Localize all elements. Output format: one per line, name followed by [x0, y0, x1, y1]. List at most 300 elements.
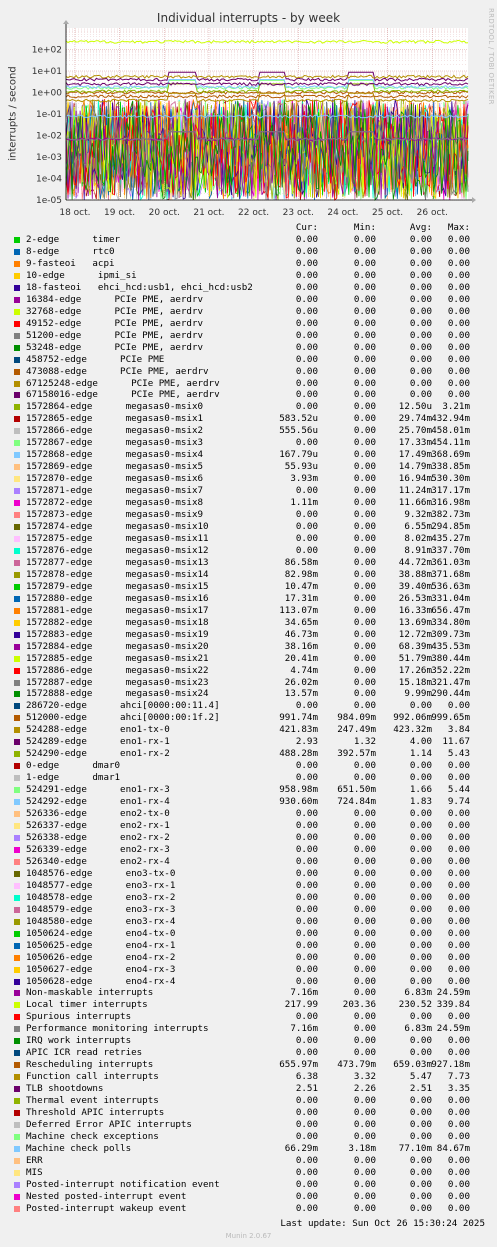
legend-avg-value: 0.00: [409, 808, 432, 820]
legend-label: Threshold APIC interrupts: [26, 1107, 165, 1119]
legend-max-value: 84.67m: [436, 1142, 470, 1154]
legend-row: [0, 509, 497, 521]
legend-avg-value: 11.66m: [398, 497, 432, 509]
legend-swatch: [14, 536, 20, 542]
legend-cur-value: 0.00: [295, 1095, 318, 1107]
legend-cur-value: 55.93u: [284, 461, 318, 473]
legend-label: 1-edge dmar1: [26, 772, 121, 784]
legend-swatch: [14, 967, 20, 973]
legend-row: [0, 856, 497, 868]
legend-min-value: 0.00: [353, 1178, 376, 1190]
legend-label: 1572866-edge megasas0-msix2: [26, 425, 204, 437]
chart-title: Individual interrupts - by week: [156, 11, 341, 25]
legend-swatch: [14, 381, 20, 387]
legend-min-value: 0.00: [353, 760, 376, 772]
legend-min-value: 0.00: [353, 317, 376, 329]
legend-row: [0, 389, 497, 401]
legend-min-value: 0.00: [353, 281, 376, 293]
legend-cur-value: 0.00: [295, 1166, 318, 1178]
legend-row: [0, 724, 497, 736]
legend-min-value: 0.00: [353, 509, 376, 521]
legend-avg-value: 0.00: [409, 1119, 432, 1131]
legend-cur-value: 0.00: [295, 485, 318, 497]
legend-label: 458752-edge PCIe PME: [26, 353, 165, 365]
legend-swatch: [14, 775, 20, 781]
legend-cur-value: 0.00: [295, 533, 318, 544]
legend-max-value: 5.44: [447, 784, 470, 796]
legend-row: [0, 1071, 497, 1083]
legend-max-value: 0.00: [447, 341, 470, 353]
legend-max-value: 0.00: [447, 963, 470, 975]
rrdtool-credit: RRDTOOL / TOBI OETIKER: [487, 8, 495, 105]
legend-min-value: 0.00: [353, 269, 376, 281]
legend-min-value: 0.00: [353, 329, 376, 341]
legend-swatch: [14, 943, 20, 949]
legend-swatch: [14, 1110, 20, 1116]
legend-label: 1572883-edge megasas0-msix19: [26, 628, 209, 640]
legend-max-value: 0.00: [447, 1190, 470, 1202]
legend-min-value: 473.79m: [337, 1059, 376, 1071]
legend-min-value: 0.00: [353, 903, 376, 915]
legend-min-value: 0.00: [353, 425, 376, 437]
legend-max-value: 0.00: [447, 975, 470, 987]
legend-label: Posted-interrupt notification event: [26, 1178, 220, 1190]
y-tick-label: 1e+01: [31, 67, 62, 77]
legend-min-value: 0.00: [353, 1107, 376, 1119]
legend-swatch: [14, 440, 20, 446]
legend-cur-value: 0.00: [295, 1035, 318, 1047]
legend-min-value: 0.00: [353, 772, 376, 784]
legend-row: [0, 760, 497, 772]
legend-row: [0, 1167, 497, 1179]
legend-min-value: 651.50m: [337, 784, 376, 796]
legend-swatch: [14, 847, 20, 853]
legend-row: [0, 330, 497, 342]
legend-max-value: 5.43: [447, 748, 470, 760]
legend-min-value: 0.00: [353, 461, 376, 473]
legend-min-value: 0.00: [353, 1011, 376, 1023]
legend-max-value: 458.01m: [431, 425, 470, 437]
legend-label: 1572888-edge megasas0-msix24: [26, 688, 209, 700]
legend-swatch: [14, 237, 20, 243]
legend-min-value: 0.00: [353, 234, 376, 245]
legend-avg-value: 38.88m: [398, 568, 432, 580]
legend-swatch: [14, 931, 20, 937]
legend-max-value: 0.00: [447, 389, 470, 401]
legend-min-value: 984.09m: [337, 712, 376, 724]
x-tick-label: 26 oct.: [416, 208, 448, 218]
legend-cur-value: 655.97m: [279, 1059, 318, 1071]
legend-row: [0, 1047, 497, 1059]
legend-cur-value: 0.00: [295, 365, 318, 377]
legend-min-value: 0.00: [353, 305, 376, 317]
legend-max-value: 454.11m: [431, 437, 470, 449]
legend-max-value: 435.27m: [431, 533, 470, 544]
legend-cur-value: 0.00: [295, 509, 318, 521]
legend-swatch: [14, 500, 20, 506]
legend-avg-value: 0.00: [409, 891, 432, 903]
legend-swatch: [14, 584, 20, 590]
legend-swatch: [14, 345, 20, 351]
legend-row: [0, 234, 497, 246]
legend-label: MIS: [26, 1166, 43, 1178]
legend-min-value: 0.00: [353, 257, 376, 269]
legend-row: [0, 437, 497, 449]
legend-label: 526339-edge eno2-rx-3: [26, 843, 170, 855]
legend-swatch: [14, 608, 20, 614]
legend-swatch: [14, 416, 20, 422]
legend-max-value: 24.59m: [436, 1023, 470, 1035]
legend-row: [0, 700, 497, 712]
legend-swatch: [14, 297, 20, 303]
legend-avg-value: 9.99m: [404, 688, 432, 700]
legend-cur-value: 0.00: [295, 975, 318, 987]
legend-max-value: 0.00: [447, 772, 470, 784]
legend-swatch: [14, 1206, 20, 1212]
legend-label: 1050627-edge eno4-rx-3: [26, 963, 176, 975]
legend-avg-value: 6.83m: [404, 1023, 432, 1035]
legend-avg-value: 0.00: [409, 317, 432, 329]
legend-swatch: [14, 1170, 20, 1176]
legend-cur-value: 0.00: [295, 903, 318, 915]
legend-max-value: 0.00: [447, 293, 470, 305]
legend-avg-value: 0.00: [409, 1107, 432, 1119]
legend-row: [0, 952, 497, 964]
legend-cur-value: 0.00: [295, 808, 318, 820]
legend-label: Performance monitoring interrupts: [26, 1023, 209, 1035]
legend-avg-value: 1.83: [409, 796, 432, 808]
legend-max-value: 0.00: [447, 951, 470, 963]
legend-avg-value: 0.00: [409, 365, 432, 377]
legend-min-value: 0.00: [353, 628, 376, 640]
legend-max-value: 338.85m: [431, 461, 470, 473]
legend-cur-value: 0.00: [295, 939, 318, 951]
legend-cur-value: 0.00: [295, 963, 318, 975]
legend-max-value: 11.67: [442, 736, 470, 748]
legend-max-value: 435.53m: [431, 640, 470, 652]
x-tick-label: 23 oct.: [282, 208, 314, 218]
legend-avg-value: 13.69m: [398, 616, 432, 628]
legend-swatch: [14, 895, 20, 901]
legend-swatch: [14, 620, 20, 626]
y-axis-label: interrupts / second: [7, 66, 19, 161]
legend-row: [0, 653, 497, 665]
legend-row: [0, 342, 497, 354]
legend-avg-value: 0.00: [409, 879, 432, 891]
legend-swatch: [14, 990, 20, 996]
munin-version: Munin 2.0.67: [225, 1232, 272, 1240]
legend-swatch: [14, 392, 20, 398]
legend-min-value: 0.00: [353, 664, 376, 676]
legend-row: [0, 928, 497, 940]
legend-label: 1572873-edge megasas0-msix9: [26, 509, 204, 521]
legend-avg-value: 29.74m: [398, 413, 432, 425]
legend-avg-value: 4.00: [409, 736, 432, 748]
legend-label: Function call interrupts: [26, 1071, 159, 1083]
legend-row: [0, 413, 497, 425]
legend-cur-value: 0.00: [295, 1119, 318, 1131]
legend-row: [0, 306, 497, 318]
legend-label: 1572879-edge megasas0-msix15: [26, 580, 209, 592]
legend-label: 18-fasteoi ehci_hcd:usb1, ehci_hcd:usb2: [26, 281, 253, 293]
legend-label: 1572864-edge megasas0-msix0: [26, 401, 204, 413]
legend-row: [0, 1119, 497, 1131]
legend-min-value: 0.00: [353, 365, 376, 377]
legend-cur-value: 0.00: [295, 1131, 318, 1142]
legend-avg-value: 0.00: [409, 855, 432, 867]
legend-avg-value: 2.51: [409, 1083, 432, 1095]
legend-row: [0, 880, 497, 892]
legend-swatch: [14, 703, 20, 709]
legend-min-value: 203.36: [342, 999, 376, 1011]
legend-max-value: 334.80m: [431, 616, 470, 628]
legend-min-value: 1.32: [353, 736, 376, 748]
legend-max-value: 9.74: [447, 796, 470, 808]
legend-label: 524291-edge eno1-rx-3: [26, 784, 170, 796]
legend-row: [0, 294, 497, 306]
legend-cur-value: 0.00: [295, 1154, 318, 1166]
legend-max-value: 0.00: [447, 1119, 470, 1131]
legend-swatch: [14, 871, 20, 877]
legend-cur-value: 0.00: [295, 760, 318, 772]
legend-swatch: [14, 644, 20, 650]
legend-min-value: 0.00: [353, 987, 376, 999]
legend-max-value: 0.00: [447, 760, 470, 772]
y-tick-label: 1e+00: [31, 88, 62, 99]
legend-swatch: [14, 1014, 20, 1020]
legend-min-value: 0.00: [353, 867, 376, 879]
legend-swatch: [14, 763, 20, 769]
legend-row: [0, 844, 497, 856]
legend-avg-value: 0.00: [409, 257, 432, 269]
legend-avg-value: 1.66: [409, 784, 432, 796]
legend-swatch: [14, 739, 20, 745]
legend-row: [0, 521, 497, 533]
legend-cur-value: 0.00: [295, 293, 318, 305]
legend-min-value: 0.00: [353, 1202, 376, 1214]
x-tick-label: 20 oct.: [148, 208, 180, 218]
legend-min-value: 247.49m: [337, 724, 376, 736]
legend-cur-value: 86.58m: [284, 556, 318, 568]
legend-row: [0, 820, 497, 832]
legend-min-value: 0.00: [353, 449, 376, 461]
legend-avg-value: 11.24m: [398, 485, 432, 497]
legend-row: [0, 999, 497, 1011]
legend-cur-value: 66.29m: [284, 1142, 318, 1154]
legend-avg-value: 0.00: [409, 377, 432, 389]
legend-row: [0, 1179, 497, 1191]
y-tick-label: 1e-04: [36, 174, 62, 185]
legend-label: 1572886-edge megasas0-msix22: [26, 664, 209, 676]
y-tick-label: 1e-02: [36, 131, 62, 142]
legend-swatch: [14, 668, 20, 674]
legend-avg-value: 0.00: [409, 281, 432, 293]
legend-cur-value: 2.51: [295, 1083, 318, 1095]
legend-swatch: [14, 727, 20, 733]
legend-cur-value: 1.11m: [290, 497, 318, 509]
legend-label: 526340-edge eno2-rx-4: [26, 855, 170, 867]
legend-avg-value: 44.72m: [398, 556, 432, 568]
legend-swatch: [14, 512, 20, 518]
legend-row: [0, 569, 497, 581]
legend-label: 1572871-edge megasas0-msix7: [26, 485, 204, 497]
legend-label: 1572870-edge megasas0-msix6: [26, 473, 204, 485]
legend-max-value: 0.00: [447, 1154, 470, 1166]
legend-label: 53248-edge PCIe PME, aerdrv: [26, 341, 204, 353]
legend-row: [0, 1143, 497, 1155]
legend-max-value: 0.00: [447, 808, 470, 820]
legend-min-value: 0.00: [353, 353, 376, 365]
legend-swatch: [14, 321, 20, 327]
legend-swatch: [14, 560, 20, 566]
legend-label: 1050625-edge eno4-rx-1: [26, 939, 176, 951]
legend-avg-value: 230.52: [398, 999, 432, 1011]
legend-avg-value: 25.70m: [398, 425, 432, 437]
legend-label: 1572878-edge megasas0-msix14: [26, 568, 209, 580]
legend-row: [0, 976, 497, 988]
legend-max-value: 0.00: [447, 281, 470, 293]
legend-max-value: 3.84: [447, 724, 470, 736]
x-tick-label: 19 oct.: [104, 208, 136, 218]
legend-row: [0, 461, 497, 473]
legend-max-value: 927.18m: [431, 1059, 470, 1071]
legend-row: [0, 1011, 497, 1023]
legend-label: 1572875-edge megasas0-msix11: [26, 533, 209, 544]
legend-avg-value: 0.00: [409, 1095, 432, 1107]
legend-min-value: 0.00: [353, 556, 376, 568]
legend-swatch: [14, 1098, 20, 1104]
legend-cur-value: 0.00: [295, 820, 318, 832]
legend-max-value: 656.47m: [431, 604, 470, 616]
legend-row: [0, 497, 497, 509]
legend-avg-value: 0.00: [409, 1011, 432, 1023]
legend-min-value: 0.00: [353, 820, 376, 832]
legend-swatch: [14, 572, 20, 578]
legend-cur-value: 0.00: [295, 832, 318, 843]
legend-swatch: [14, 907, 20, 913]
legend-swatch: [14, 811, 20, 817]
legend-label: 1572877-edge megasas0-msix13: [26, 556, 209, 568]
legend-row: [0, 593, 497, 605]
legend-cur-value: 113.07m: [279, 604, 318, 616]
legend-swatch: [14, 548, 20, 554]
legend-max-value: 290.44m: [431, 688, 470, 700]
legend-max-value: 371.68m: [431, 568, 470, 580]
legend-min-value: 0.00: [353, 604, 376, 616]
legend-min-value: 0.00: [353, 437, 376, 449]
legend-label: 1572868-edge megasas0-msix4: [26, 449, 204, 461]
y-axis-arrow: [63, 20, 69, 24]
header-avg: Avg:: [409, 222, 432, 233]
legend-row: [0, 557, 497, 569]
legend-swatch: [14, 1002, 20, 1008]
legend-max-value: 382.73m: [431, 509, 470, 521]
legend-avg-value: 0.00: [409, 975, 432, 987]
legend-label: 9-fasteoi acpi: [26, 257, 115, 269]
legend-cur-value: 26.02m: [284, 676, 318, 688]
legend-cur-value: 34.65m: [284, 616, 318, 628]
legend-min-value: 0.00: [353, 497, 376, 509]
legend-label: ERR: [26, 1154, 43, 1166]
legend-swatch: [14, 859, 20, 865]
legend-min-value: 0.00: [353, 891, 376, 903]
legend-cur-value: 991.74m: [279, 712, 318, 724]
legend-max-value: 0.00: [447, 1202, 470, 1214]
legend-label: Machine check polls: [26, 1142, 132, 1154]
legend-min-value: 0.00: [353, 401, 376, 413]
legend-max-value: 0.00: [447, 257, 470, 269]
legend-avg-value: 992.06m: [393, 712, 432, 724]
legend-label: Nested posted-interrupt event: [26, 1190, 187, 1202]
legend-avg-value: 0.00: [409, 353, 432, 365]
legend-min-value: 0.00: [353, 1023, 376, 1035]
legend-label: APIC ICR read retries: [26, 1047, 143, 1059]
legend-avg-value: 26.53m: [398, 592, 432, 604]
legend-swatch: [14, 464, 20, 470]
legend-max-value: 380.44m: [431, 652, 470, 664]
legend-row: [0, 964, 497, 976]
legend-avg-value: 9.32m: [404, 509, 432, 521]
legend-swatch: [14, 273, 20, 279]
legend-cur-value: 0.00: [295, 1107, 318, 1119]
legend-swatch: [14, 835, 20, 841]
legend-max-value: 0.00: [447, 245, 470, 257]
header-max: Max:: [447, 222, 470, 233]
legend-swatch: [14, 1074, 20, 1080]
legend-row: [0, 677, 497, 689]
legend-min-value: 0.00: [353, 377, 376, 389]
legend-swatch: [14, 799, 20, 805]
legend-max-value: 7.73: [447, 1071, 470, 1083]
legend-cur-value: 0.00: [295, 915, 318, 927]
y-tick-label: 1e-01: [36, 110, 62, 120]
legend-max-value: 361.03m: [431, 556, 470, 568]
legend-min-value: 0.00: [353, 293, 376, 305]
legend-max-value: 352.22m: [431, 664, 470, 676]
legend-cur-value: 958.98m: [279, 784, 318, 796]
legend-row: [0, 378, 497, 390]
legend-label: 49152-edge PCIe PME, aerdrv: [26, 317, 204, 329]
legend-avg-value: 8.02m: [404, 533, 432, 544]
legend-cur-value: 0.00: [295, 234, 318, 245]
legend-avg-value: 8.91m: [404, 544, 432, 556]
legend-swatch: [14, 1038, 20, 1044]
legend-row: [0, 258, 497, 270]
legend-cur-value: 17.31m: [284, 592, 318, 604]
legend-label: 1050628-edge eno4-rx-4: [26, 975, 176, 987]
legend-row: [0, 987, 497, 999]
legend-avg-value: 0.00: [409, 867, 432, 879]
legend-swatch: [14, 261, 20, 267]
legend-avg-value: 1.14: [409, 748, 432, 760]
legend-max-value: 0.00: [447, 879, 470, 891]
x-tick-label: 18 oct.: [59, 208, 91, 218]
legend-swatch: [14, 404, 20, 410]
legend-max-value: 0.00: [447, 329, 470, 341]
legend-cur-value: 6.38: [295, 1071, 318, 1083]
legend-swatch: [14, 1182, 20, 1188]
legend-label: IRQ work interrupts: [26, 1035, 132, 1047]
legend-label: 524288-edge eno1-tx-0: [26, 724, 170, 736]
legend-min-value: 0.00: [353, 568, 376, 580]
legend-row: [0, 545, 497, 557]
legend-cur-value: 0.00: [295, 951, 318, 963]
legend-swatch: [14, 751, 20, 757]
legend-avg-value: 68.39m: [398, 640, 432, 652]
legend-max-value: 0.00: [447, 269, 470, 281]
legend-min-value: 0.00: [353, 533, 376, 544]
legend-swatch: [14, 488, 20, 494]
